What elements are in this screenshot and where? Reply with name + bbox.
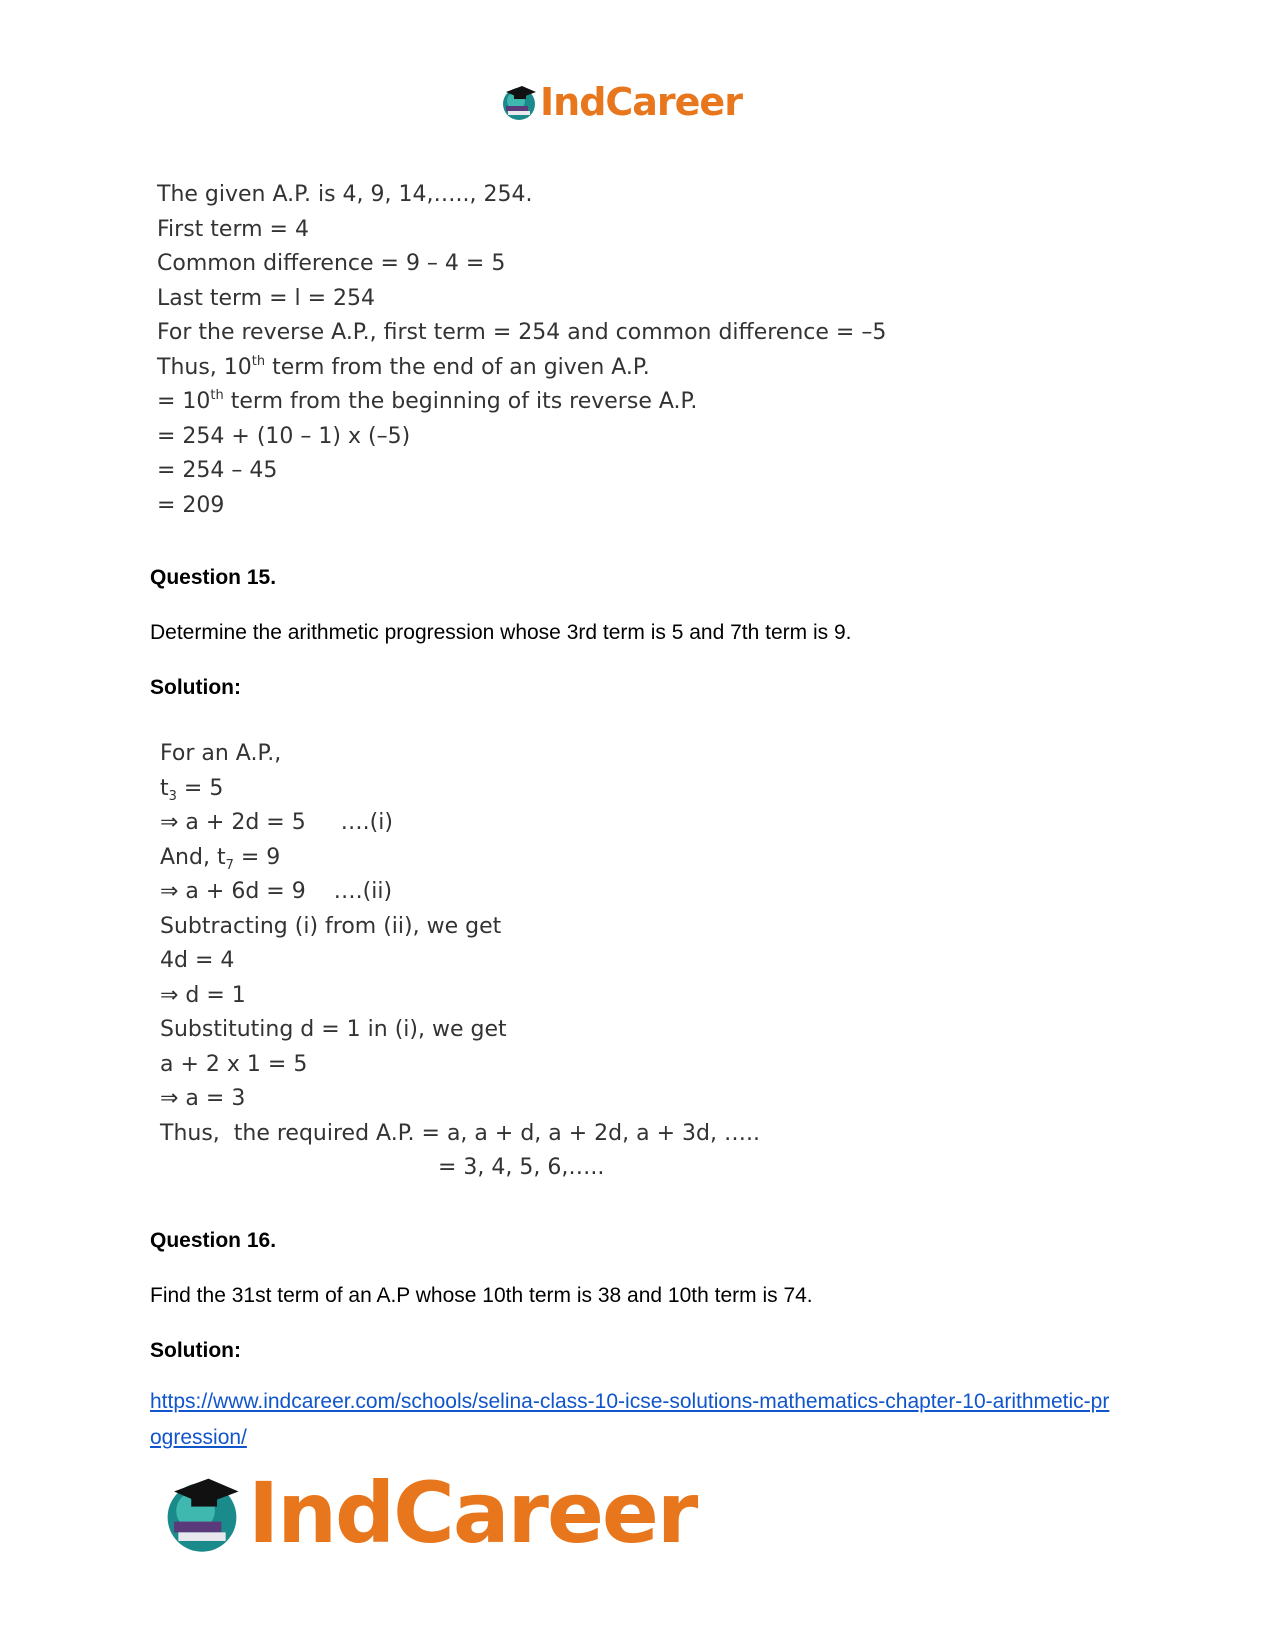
solution-step: ⇒ a + 6d = 9 ….(ii) bbox=[160, 879, 393, 904]
solution-step: Thus, the required A.P. = a, a + d, a + 2d, a + 3d, ….. bbox=[160, 1120, 760, 1146]
solution-label: Solution: bbox=[150, 676, 241, 699]
question-16-heading: Question 16. bbox=[150, 1229, 277, 1252]
globe-graduation-cap-icon bbox=[160, 1470, 244, 1556]
solution-step: The given A.P. is 4, 9, 14,….., 254. bbox=[157, 182, 533, 207]
solution-step: = 209 bbox=[157, 492, 225, 518]
solution-step: For an A.P., bbox=[160, 741, 282, 766]
solution-15-block bbox=[160, 737, 760, 1186]
question-15-heading: Question 15. bbox=[150, 566, 277, 589]
solution-step: 4d = 4 bbox=[160, 948, 235, 973]
solution-step: = 10th term from the beginning of its reverse A.P. bbox=[157, 388, 698, 414]
solution-14-block bbox=[157, 178, 886, 523]
solution-step: ⇒ a = 3 bbox=[160, 1086, 246, 1111]
solution-step: = 254 + (10 – 1) x (–5) bbox=[157, 423, 411, 449]
solution-step: ⇒ d = 1 bbox=[160, 982, 246, 1008]
solution-step: $t_3 = 5$ bbox=[160, 775, 224, 804]
globe-graduation-cap-icon bbox=[500, 82, 538, 122]
solution-step: = 254 – 45 bbox=[157, 458, 278, 483]
solution-step: Last term = l = 254 bbox=[157, 285, 376, 311]
logo-wordmark: IndCareer bbox=[248, 1464, 697, 1562]
solution-step: First term = 4 bbox=[157, 216, 309, 242]
header-logo bbox=[500, 78, 742, 126]
question-16-text: Find the 31st term of an A.P whose 10th term is 38 and 10th term is 74. bbox=[150, 1284, 813, 1307]
solution-step: And, $t_7 = 9$ bbox=[160, 844, 281, 873]
solution-step: a + 2 x 1 = 5 bbox=[160, 1051, 308, 1077]
solution-step: = 3, 4, 5, 6,….. bbox=[438, 1155, 605, 1180]
solution-step: Subtracting (i) from (ii), we get bbox=[160, 913, 502, 939]
solution-step: ⇒ a + 2d = 5 ….(i) bbox=[160, 810, 393, 835]
solution-step: Substituting d = 1 in (i), we get bbox=[160, 1017, 507, 1042]
solution-step: Thus, 10th term from the end of an given A.P. bbox=[157, 353, 650, 380]
solution-link[interactable]: https://www.indcareer.com/schools/selina-class-10-icse-solutions-mathematics-chapter-10-arithmetic-progression/ bbox=[150, 1390, 1110, 1449]
solution-step: Common difference = 9 – 4 = 5 bbox=[157, 251, 506, 276]
question-15-text: Determine the arithmetic progression whose 3rd term is 5 and 7th term is 9. bbox=[150, 621, 852, 644]
logo-wordmark: IndCareer bbox=[540, 80, 742, 124]
solution-label: Solution: bbox=[150, 1339, 241, 1362]
footer-logo bbox=[160, 1464, 697, 1562]
solution-step: For the reverse A.P., first term = 254 and common difference = –5 bbox=[157, 320, 887, 345]
